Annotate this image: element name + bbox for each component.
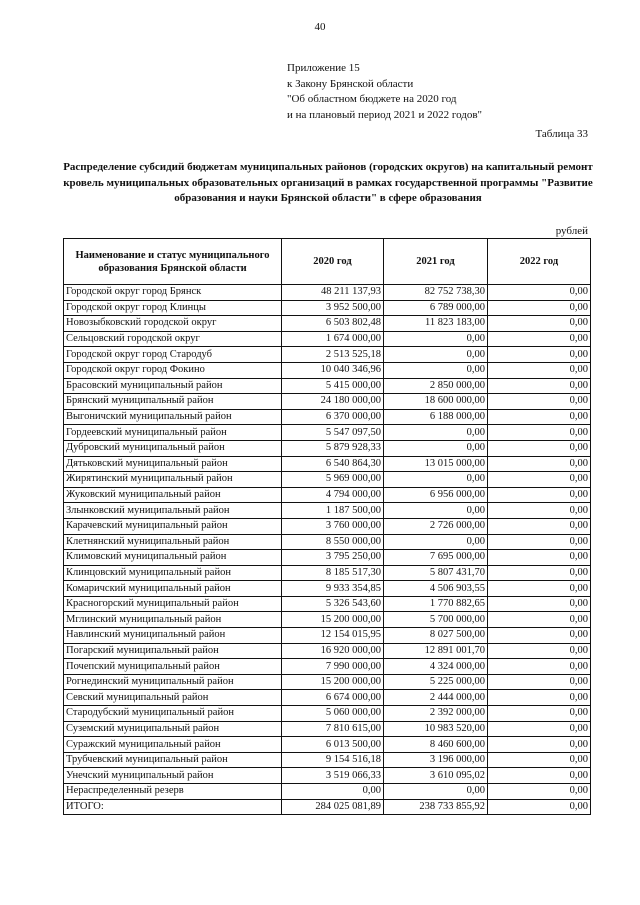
cell-2022: 0,00: [488, 799, 591, 815]
cell-2022: 0,00: [488, 409, 591, 425]
cell-municipality: Климовский муниципальный район: [64, 550, 282, 566]
cell-2022: 0,00: [488, 316, 591, 332]
cell-2020: 15 200 000,00: [282, 674, 384, 690]
header-2020: 2020 год: [282, 239, 384, 285]
cell-2022: 0,00: [488, 612, 591, 628]
cell-municipality: Клетнянский муниципальный район: [64, 534, 282, 550]
cell-2021: 0,00: [384, 347, 488, 363]
cell-municipality: Трубчевский муниципальный район: [64, 752, 282, 768]
cell-2020: 7 990 000,00: [282, 659, 384, 675]
table-row: [64, 300, 591, 316]
cell-2020: 6 674 000,00: [282, 690, 384, 706]
cell-2021: 3 610 095,02: [384, 768, 488, 784]
cell-2020: 5 969 000,00: [282, 472, 384, 488]
cell-2022: 0,00: [488, 487, 591, 503]
cell-municipality: Жуковский муниципальный район: [64, 487, 282, 503]
cell-municipality: Клинцовский муниципальный район: [64, 565, 282, 581]
table-header-row: [64, 239, 591, 285]
table-row: [64, 799, 591, 815]
cell-municipality: Дубровский муниципальный район: [64, 440, 282, 456]
page-number: 40: [314, 21, 326, 33]
table-row: [64, 425, 591, 441]
cell-2022: 0,00: [488, 378, 591, 394]
cell-2020: 6 013 500,00: [282, 737, 384, 753]
cell-2020: 15 200 000,00: [282, 612, 384, 628]
cell-2021: 238 733 855,92: [384, 799, 488, 815]
cell-municipality: Дятьковский муниципальный район: [64, 456, 282, 472]
cell-2021: 0,00: [384, 784, 488, 800]
cell-2021: 4 506 903,55: [384, 581, 488, 597]
cell-2020: 284 025 081,89: [282, 799, 384, 815]
subsidy-table: [63, 238, 591, 815]
table-row: [64, 409, 591, 425]
table-row: [64, 628, 591, 644]
table-row: [64, 768, 591, 784]
table-number: Таблица 33: [535, 128, 588, 140]
cell-municipality: Брянский муниципальный район: [64, 394, 282, 410]
cell-2020: 24 180 000,00: [282, 394, 384, 410]
table-row: [64, 285, 591, 301]
cell-2020: 9 933 354,85: [282, 581, 384, 597]
table-row: [64, 347, 591, 363]
cell-2020: 5 547 097,50: [282, 425, 384, 441]
cell-municipality: Брасовский муниципальный район: [64, 378, 282, 394]
cell-2021: 2 726 000,00: [384, 518, 488, 534]
table-row: [64, 550, 591, 566]
cell-2021: 18 600 000,00: [384, 394, 488, 410]
cell-2022: 0,00: [488, 659, 591, 675]
cell-municipality: Суражский муниципальный район: [64, 737, 282, 753]
cell-municipality: Мглинский муниципальный район: [64, 612, 282, 628]
cell-2021: 0,00: [384, 440, 488, 456]
cell-2022: 0,00: [488, 565, 591, 581]
cell-2020: 2 513 525,18: [282, 347, 384, 363]
cell-municipality: Городской округ город Клинцы: [64, 300, 282, 316]
cell-2020: 3 795 250,00: [282, 550, 384, 566]
cell-2021: 8 460 600,00: [384, 737, 488, 753]
cell-2020: 8 550 000,00: [282, 534, 384, 550]
table-row: [64, 643, 591, 659]
table-row: [64, 721, 591, 737]
cell-2021: 7 695 000,00: [384, 550, 488, 566]
cell-2021: 6 789 000,00: [384, 300, 488, 316]
cell-2021: 8 027 500,00: [384, 628, 488, 644]
cell-2022: 0,00: [488, 737, 591, 753]
cell-2020: 6 540 864,30: [282, 456, 384, 472]
cell-2022: 0,00: [488, 581, 591, 597]
table-row: [64, 737, 591, 753]
table-row: [64, 503, 591, 519]
cell-municipality: Унечский муниципальный район: [64, 768, 282, 784]
cell-2020: 3 519 066,33: [282, 768, 384, 784]
cell-municipality: Погарский муниципальный район: [64, 643, 282, 659]
cell-2022: 0,00: [488, 550, 591, 566]
cell-2020: 8 185 517,30: [282, 565, 384, 581]
cell-2022: 0,00: [488, 784, 591, 800]
cell-2020: 1 187 500,00: [282, 503, 384, 519]
cell-2021: 0,00: [384, 362, 488, 378]
cell-2021: 13 015 000,00: [384, 456, 488, 472]
table-row: [64, 596, 591, 612]
table-row: [64, 674, 591, 690]
cell-2022: 0,00: [488, 721, 591, 737]
cell-2022: 0,00: [488, 706, 591, 722]
cell-2022: 0,00: [488, 503, 591, 519]
cell-municipality: Жирятинский муниципальный район: [64, 472, 282, 488]
cell-2022: 0,00: [488, 440, 591, 456]
cell-2021: 2 392 000,00: [384, 706, 488, 722]
cell-2020: 10 040 346,96: [282, 362, 384, 378]
cell-2020: 5 326 543,60: [282, 596, 384, 612]
cell-2021: 0,00: [384, 534, 488, 550]
appendix-block: [287, 61, 482, 123]
cell-2022: 0,00: [488, 768, 591, 784]
cell-2020: 5 060 000,00: [282, 706, 384, 722]
table-row: [64, 784, 591, 800]
cell-municipality: Севский муниципальный район: [64, 690, 282, 706]
cell-2022: 0,00: [488, 690, 591, 706]
cell-2020: 16 920 000,00: [282, 643, 384, 659]
header-2021: 2021 год: [384, 239, 488, 285]
cell-2021: 2 850 000,00: [384, 378, 488, 394]
cell-municipality: Рогнединский муниципальный район: [64, 674, 282, 690]
table-row: [64, 612, 591, 628]
cell-municipality: Городской округ город Фокино: [64, 362, 282, 378]
cell-2021: 82 752 738,30: [384, 285, 488, 301]
cell-2022: 0,00: [488, 518, 591, 534]
table-row: [64, 659, 591, 675]
cell-2020: 6 370 000,00: [282, 409, 384, 425]
cell-2022: 0,00: [488, 674, 591, 690]
header-2022: 2022 год: [488, 239, 591, 285]
cell-2021: 10 983 520,00: [384, 721, 488, 737]
cell-municipality: Почепский муниципальный район: [64, 659, 282, 675]
cell-2020: 4 794 000,00: [282, 487, 384, 503]
cell-2021: 3 196 000,00: [384, 752, 488, 768]
cell-2020: 7 810 615,00: [282, 721, 384, 737]
cell-2022: 0,00: [488, 394, 591, 410]
cell-2020: 5 879 928,33: [282, 440, 384, 456]
table-row: [64, 487, 591, 503]
cell-2022: 0,00: [488, 752, 591, 768]
table-row: [64, 331, 591, 347]
cell-municipality: Сельцовский городской округ: [64, 331, 282, 347]
appendix-line: "Об областном бюджете на 2020 год: [287, 93, 457, 105]
table-row: [64, 394, 591, 410]
cell-2022: 0,00: [488, 300, 591, 316]
cell-2020: 6 503 802,48: [282, 316, 384, 332]
cell-2021: 0,00: [384, 425, 488, 441]
table-row: [64, 534, 591, 550]
document-title: Распределение субсидий бюджетам муниципальных районов (городских округов) на капитальный ремонт кровель муниципальных образовательных организаций в рамках государственной программы "Развитие образования и науки Брянской области" в сфере образования: [63, 161, 593, 204]
cell-municipality: Комаричский муниципальный район: [64, 581, 282, 597]
cell-2021: 11 823 183,00: [384, 316, 488, 332]
cell-municipality: Нераспределенный резерв: [64, 784, 282, 800]
table-row: [64, 752, 591, 768]
cell-2021: 1 770 882,65: [384, 596, 488, 612]
cell-2022: 0,00: [488, 643, 591, 659]
cell-2020: 3 760 000,00: [282, 518, 384, 534]
cell-municipality: Стародубский муниципальный район: [64, 706, 282, 722]
cell-2021: 5 700 000,00: [384, 612, 488, 628]
cell-municipality: Злынковский муниципальный район: [64, 503, 282, 519]
cell-2022: 0,00: [488, 534, 591, 550]
appendix-line: и на плановый период 2021 и 2022 годов": [287, 108, 483, 121]
table-row: [64, 440, 591, 456]
cell-2022: 0,00: [488, 472, 591, 488]
cell-municipality: Суземский муниципальный район: [64, 721, 282, 737]
cell-2020: 0,00: [282, 784, 384, 800]
cell-2021: 0,00: [384, 503, 488, 519]
cell-2020: 5 415 000,00: [282, 378, 384, 394]
cell-2022: 0,00: [488, 628, 591, 644]
cell-2022: 0,00: [488, 331, 591, 347]
cell-2021: 0,00: [384, 472, 488, 488]
table-row: [64, 706, 591, 722]
cell-2021: 2 444 000,00: [384, 690, 488, 706]
cell-municipality: Городской округ город Брянск: [64, 285, 282, 301]
cell-municipality: Навлинский муниципальный район: [64, 628, 282, 644]
cell-municipality: Гордеевский муниципальный район: [64, 425, 282, 441]
table-row: [64, 518, 591, 534]
cell-2022: 0,00: [488, 425, 591, 441]
header-municipality: Наименование и статус муниципального образования Брянской области: [64, 239, 282, 285]
cell-2021: 12 891 001,70: [384, 643, 488, 659]
table-body: [64, 285, 591, 815]
table-row: [64, 690, 591, 706]
table-row: [64, 456, 591, 472]
cell-2021: 0,00: [384, 331, 488, 347]
appendix-line: Приложение 15: [287, 62, 360, 74]
cell-2021: 6 956 000,00: [384, 487, 488, 503]
cell-2022: 0,00: [488, 596, 591, 612]
cell-2020: 1 674 000,00: [282, 331, 384, 347]
cell-2022: 0,00: [488, 362, 591, 378]
cell-2021: 5 807 431,70: [384, 565, 488, 581]
cell-municipality: Выгоничский муниципальный район: [64, 409, 282, 425]
cell-2022: 0,00: [488, 347, 591, 363]
cell-municipality: Красногорский муниципальный район: [64, 596, 282, 612]
cell-2021: 6 188 000,00: [384, 409, 488, 425]
table-row: [64, 316, 591, 332]
cell-2020: 12 154 015,95: [282, 628, 384, 644]
cell-municipality: Городской округ город Стародуб: [64, 347, 282, 363]
appendix-line: к Закону Брянской области: [287, 77, 414, 90]
cell-2020: 3 952 500,00: [282, 300, 384, 316]
cell-municipality: Новозыбковский городской округ: [64, 316, 282, 332]
table-row: [64, 565, 591, 581]
cell-municipality: ИТОГО:: [64, 799, 282, 815]
cell-2021: 4 324 000,00: [384, 659, 488, 675]
table-row: [64, 362, 591, 378]
cell-municipality: Карачевский муниципальный район: [64, 518, 282, 534]
cell-2020: 9 154 516,18: [282, 752, 384, 768]
cell-2022: 0,00: [488, 456, 591, 472]
table-row: [64, 472, 591, 488]
cell-2022: 0,00: [488, 285, 591, 301]
units-label: рублей: [555, 225, 588, 237]
cell-2020: 48 211 137,93: [282, 285, 384, 301]
cell-2021: 5 225 000,00: [384, 674, 488, 690]
table-row: [64, 378, 591, 394]
table-row: [64, 581, 591, 597]
